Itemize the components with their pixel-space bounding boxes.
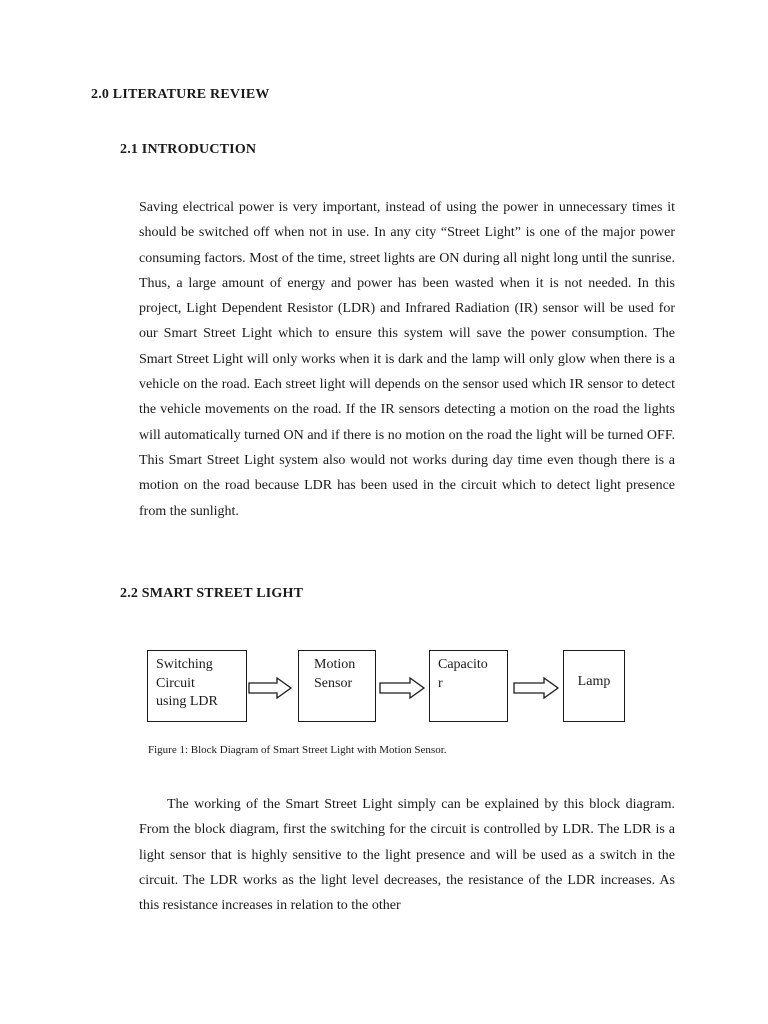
section-heading-smart-street-light: 2.2 SMART STREET LIGHT — [120, 586, 304, 601]
block-label-line: using LDR — [156, 694, 218, 709]
block-label-line: Circuit — [156, 675, 195, 691]
section-heading-introduction: 2.1 INTRODUCTION — [120, 142, 257, 157]
block-label-line: Sensor — [314, 675, 353, 691]
figure-caption: Figure 1: Block Diagram of Smart Street Light with Motion Sensor. — [148, 744, 447, 756]
introduction-paragraph: Saving electrical power is very important, instead of using the power in unnecessary times it should be switched off when not in use. In any city “Street Light” is one of the major power consuming factors. Most of the time, street lights are ON during all night long until the sunrise. Thus, a large amount of energy and power has been wasted when it is not needed. In this project, Light Dependent Resistor (LDR) and Infrared Radiation (IR) sensor will be used for our Smart Street Light which to ensure this system will save the power consumption. The Smart Street Light will only works when it is dark and the lamp will only glow when there is a vehicle on the road. Each street light will depends on the sensor used which IR sensor to detect the vehicle movements on the road. If the IR sensors detecting a motion on the road the lights will automatically turned ON and if there is no motion on the road the light will be turned OFF. This Smart Street Light system also would not works during day time even though there is a motion on the road because LDR has been used in the circuit which to detect light presence from the sunlight. — [139, 200, 675, 519]
right-arrow-icon — [247, 676, 293, 700]
working-paragraph: The working of the Smart Street Light simply can be explained by this block diagram. From the block diagram, first the switching for the circuit is controlled by LDR. The LDR is a light sensor that is highly sensitive to the light presence and will be used as a switch in the circuit. The LDR works as the light level decreases, the resistance of the LDR increases. As this resistance increases in relation to the other — [139, 797, 675, 914]
block-label-line: Capacito — [438, 657, 488, 672]
block-label-line: r — [438, 675, 443, 691]
block-switching-circuit — [147, 650, 247, 722]
block-label-line: Switching — [156, 657, 213, 672]
block-lamp — [563, 650, 625, 722]
block-motion-sensor — [298, 650, 376, 722]
block-label-line: Lamp — [577, 674, 611, 689]
block-label-line: Motion — [314, 657, 356, 672]
right-arrow-icon — [512, 676, 560, 700]
block-capacitor — [429, 650, 508, 722]
right-arrow-icon — [378, 676, 426, 700]
section-heading-literature-review: 2.0 LITERATURE REVIEW — [91, 87, 270, 102]
